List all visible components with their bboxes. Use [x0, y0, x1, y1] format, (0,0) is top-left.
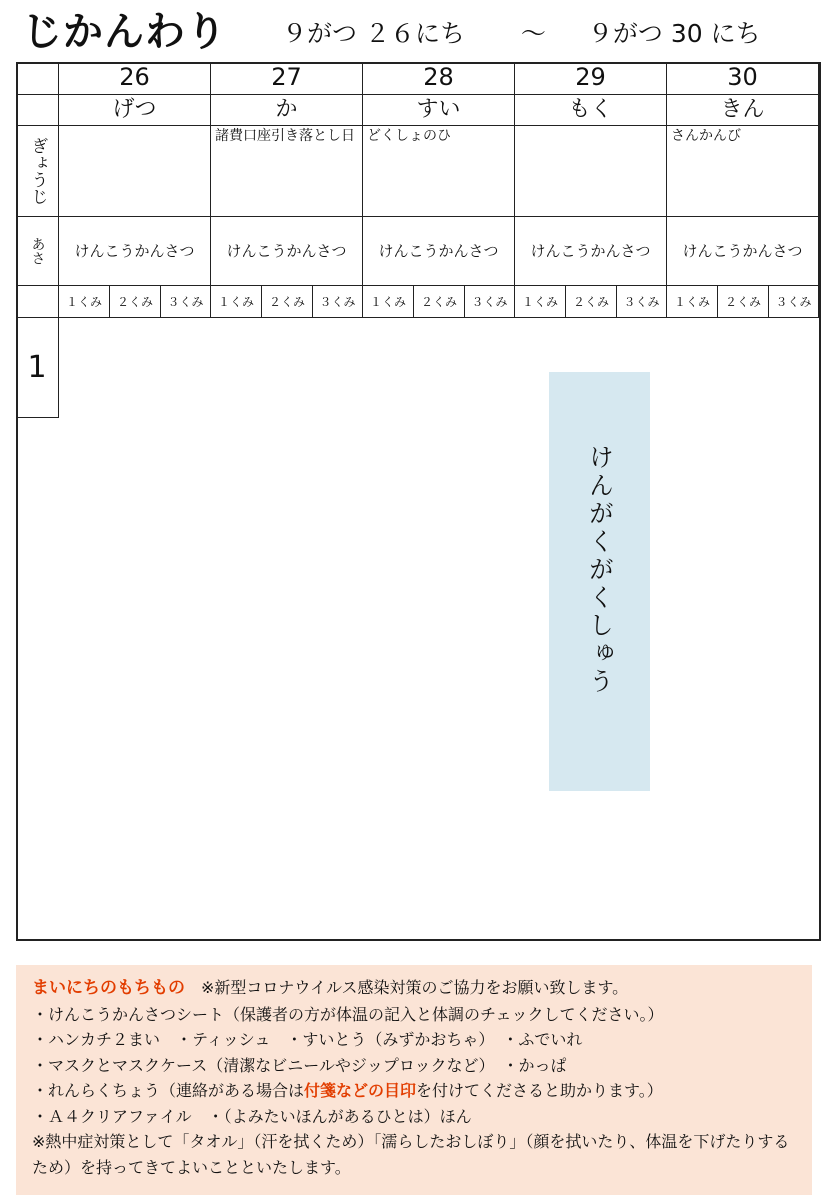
day-number: 27 [211, 62, 363, 95]
field-trip-label: けんがくがくしゅう [585, 444, 615, 696]
day-number: 28 [363, 62, 515, 95]
day-number: 29 [515, 62, 667, 95]
class-label: ３くみ [617, 286, 667, 318]
row-label-asa-text: あさ [29, 237, 46, 265]
header [0, 0, 839, 62]
notes-heading-note: ※新型コロナウイルス感染対策のご協力をお願い致します。 [201, 978, 629, 997]
notes-line: ・ハンカチ２まい ・ティッシュ ・すいとう（みずかおちゃ） ・ふでいれ [32, 1030, 583, 1049]
class-label: ３くみ [313, 286, 363, 318]
day-number: 26 [59, 62, 211, 95]
class-label: ２くみ [414, 286, 465, 318]
corner-cell [16, 286, 59, 318]
row-label-gyouji-text: ぎょうじ [27, 137, 48, 205]
notes-line: ・Ａ４クリアファイル ・（よみたいほんがあるひとは）ほん [32, 1106, 472, 1126]
day-name: きん [667, 95, 819, 126]
class-label: １くみ [667, 286, 718, 318]
notes-text: ・れんらくちょう（連絡がある場合は [32, 1081, 305, 1100]
class-label: ２くみ [718, 286, 769, 318]
date-start: ９がつ ２６にち [282, 19, 465, 48]
event-cell [515, 126, 667, 217]
event-cell: さんかんび [667, 126, 819, 217]
notes-line [32, 1078, 796, 1104]
event-cell: どくしょのひ [363, 126, 515, 217]
event-cell [59, 126, 211, 217]
class-label: ２くみ [262, 286, 313, 318]
row-label-asa [16, 217, 59, 286]
period-label: 1 [16, 318, 59, 418]
class-label: １くみ [59, 286, 110, 318]
class-label: ３くみ [465, 286, 515, 318]
morning-cell: けんこうかんさつ [363, 217, 515, 286]
day-name: すい [363, 95, 515, 126]
morning-cell: けんこうかんさつ [515, 217, 667, 286]
corner-cell [16, 62, 59, 95]
class-label: １くみ [363, 286, 414, 318]
corner-cell [16, 95, 59, 126]
notes-highlight: 付箋などの目印 [304, 1081, 417, 1100]
class-label: １くみ [211, 286, 262, 318]
notes-line: ・マスクとマスクケース（清潔なビニールやジップロックなど） ・かっぱ [32, 1055, 567, 1075]
notes-line: ※熱中症対策として「タオル」（汗を拭くため）「濡らしたおしぼり」（顔を拭いたり、体温を下げたりするため）を持ってきてよいことといたします。 [32, 1132, 790, 1177]
day-name: げつ [59, 95, 211, 126]
date-end: ９がつ 30 にち [587, 19, 761, 48]
class-label: ３くみ [769, 286, 819, 318]
date-separator: ～ [520, 19, 546, 48]
notes-heading: まいにちのもちもの [32, 978, 185, 998]
class-label: ２くみ [110, 286, 161, 318]
class-label: ２くみ [566, 286, 617, 318]
day-name: か [211, 95, 363, 126]
morning-cell: けんこうかんさつ [211, 217, 363, 286]
belongings-notes [16, 965, 812, 1195]
page-title: じかんわり [22, 9, 227, 55]
morning-cell: けんこうかんさつ [59, 217, 211, 286]
event-cell: 諸費口座引き落とし日 [211, 126, 363, 217]
timetable [16, 62, 821, 940]
class-label: １くみ [515, 286, 566, 318]
notes-line: ・けんこうかんさつシート（保護者の方が体温の記入と体調のチェックしてください。） [32, 1004, 664, 1024]
class-label: ３くみ [161, 286, 211, 318]
notes-text: を付けてくださると助かります。） [416, 1081, 663, 1100]
morning-cell: けんこうかんさつ [667, 217, 819, 286]
row-label-gyouji [16, 126, 59, 217]
date-range [282, 18, 775, 50]
field-trip-overlay [549, 372, 650, 791]
day-number: 30 [667, 62, 819, 95]
day-name: もく [515, 95, 667, 126]
